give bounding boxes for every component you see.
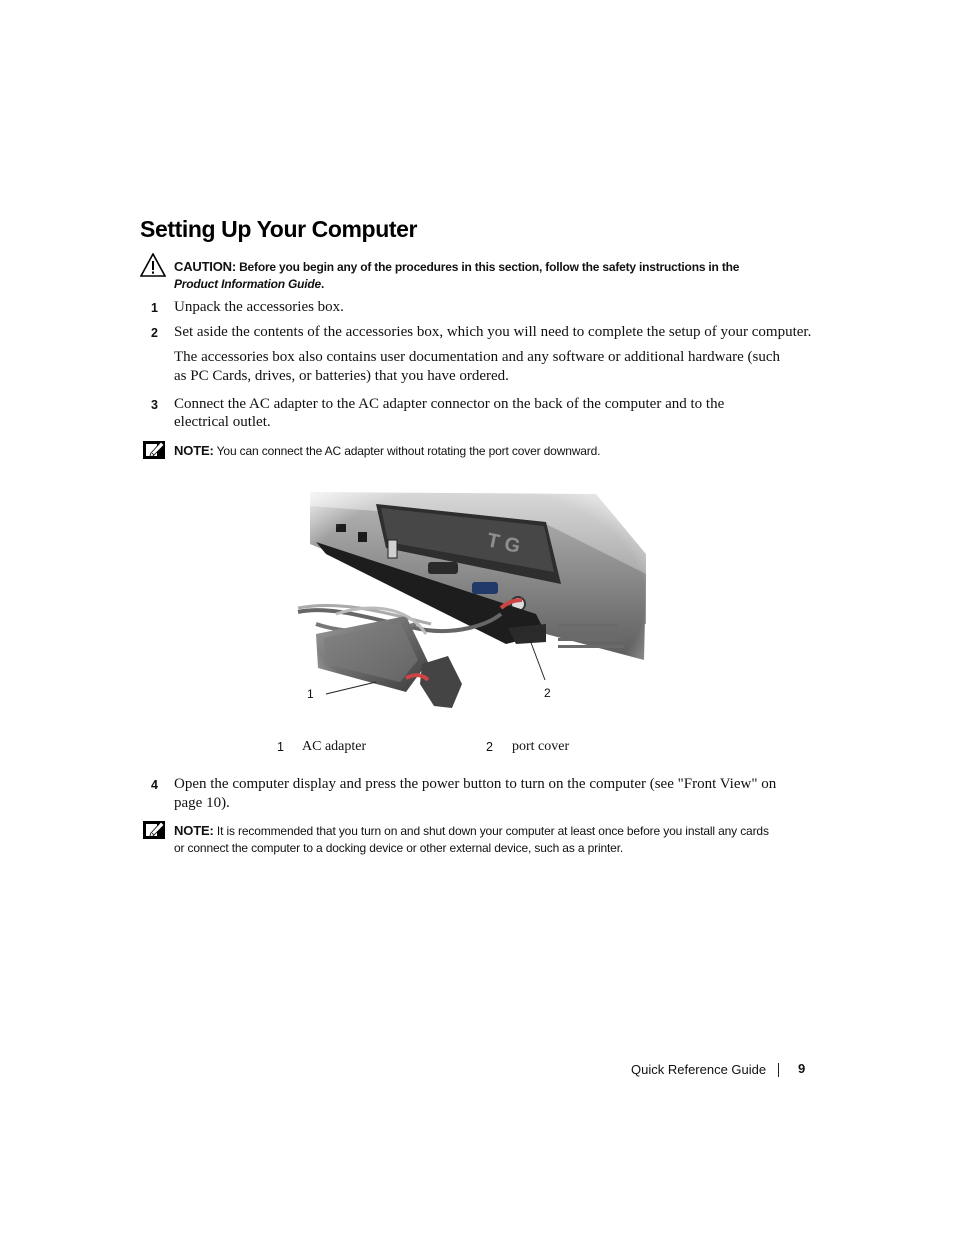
footer-guide-title: Quick Reference Guide — [631, 1062, 767, 1077]
legend-label: AC adapter — [302, 739, 367, 754]
legend-number: 1 — [277, 740, 284, 754]
step-text: Connect the AC adapter to the AC adapter connector on the back of the computer and to the — [174, 396, 725, 412]
callout-number: 2 — [544, 686, 551, 700]
step-text: Set aside the contents of the accessories box, which you will need to complete the setup of your computer. — [174, 324, 812, 340]
step-number: 2 — [151, 326, 158, 340]
pencil-note-icon — [143, 821, 165, 839]
note-label: NOTE: — [174, 823, 214, 838]
step-text: Unpack the accessories box. — [174, 299, 344, 315]
page-title: Setting Up Your Computer — [140, 216, 418, 242]
note-text: NOTE: It is recommended that you turn on and shut down your computer at least once before you install any cards or connect the computer to a docking device or other external device, such as a printer. — [174, 823, 769, 855]
step-number: 1 — [151, 301, 158, 315]
warning-triangle-icon — [140, 253, 166, 277]
step-text: as PC Cards, drives, or batteries) that you have ordered. — [174, 368, 509, 384]
caution-text: CAUTION: Before you begin any of the procedures in this section, follow the safety instructions in the Product Information Guide. — [174, 259, 740, 291]
page-number: 9 — [798, 1061, 806, 1076]
step-number: 4 — [151, 778, 158, 792]
guide-title: Product Information Guide — [174, 277, 321, 291]
legend-label: port cover — [512, 739, 570, 754]
laptop-rear-illustration — [296, 484, 648, 716]
step-number: 3 — [151, 398, 158, 412]
note-text: NOTE: You can connect the AC adapter without rotating the port cover downward. — [174, 443, 601, 458]
step-text: page 10). — [174, 795, 230, 811]
step-text: electrical outlet. — [174, 414, 271, 430]
step-text: The accessories box also contains user documentation and any software or additional hardware (such — [174, 349, 781, 365]
note-label: NOTE: — [174, 443, 214, 458]
pencil-note-icon — [143, 441, 165, 459]
callout-number: 1 — [307, 687, 314, 701]
step-text: Open the computer display and press the power button to turn on the computer (see "Front View" on — [174, 776, 777, 792]
footer-divider — [778, 1063, 779, 1077]
caution-label: CAUTION: — [174, 259, 236, 274]
legend-number: 2 — [486, 740, 493, 754]
